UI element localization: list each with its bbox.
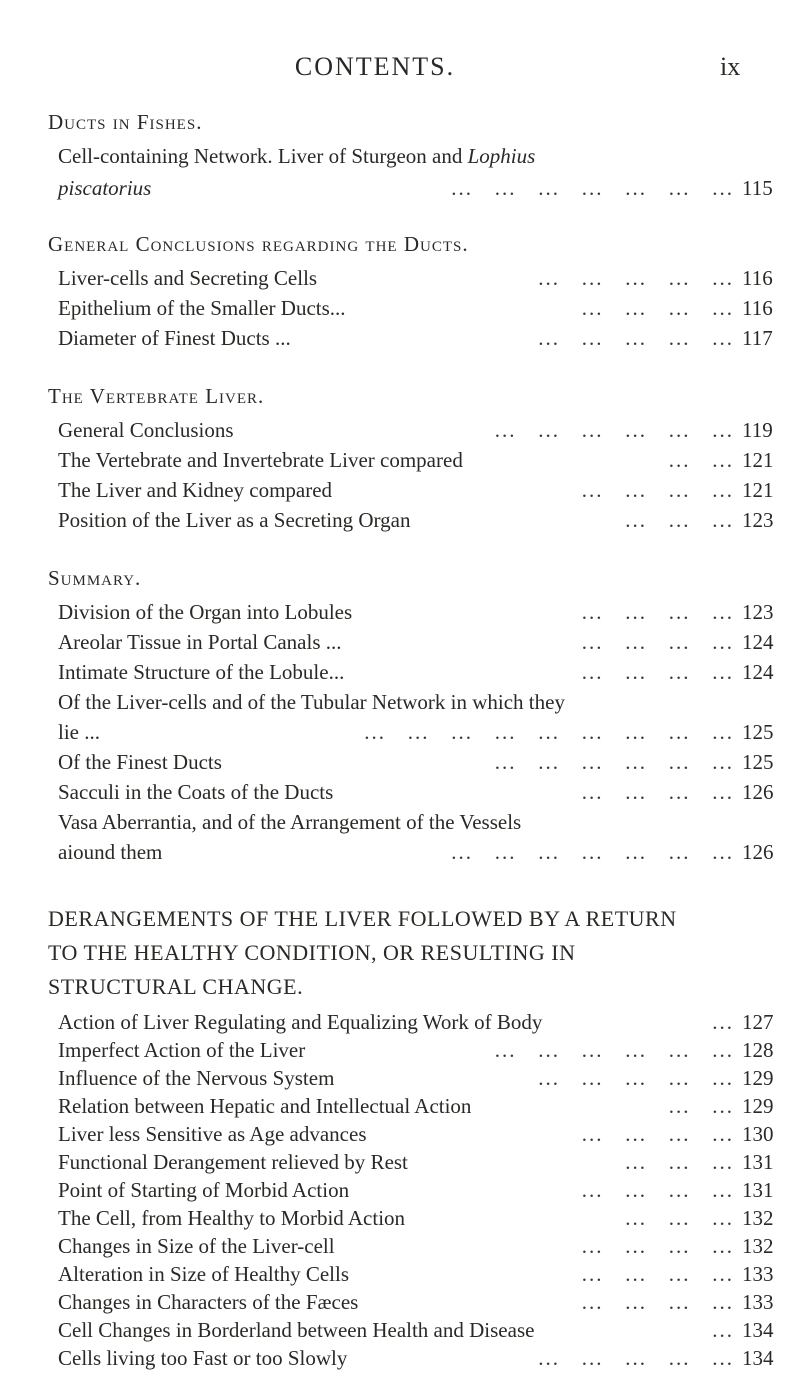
- entry-page: 131: [742, 1150, 774, 1174]
- entry-text: Vasa Aberrantia, and of the Arrangement of the Vessels: [58, 810, 522, 834]
- toc-entry: lie ... ... ... ... ... ... ... ... ... ... 125: [58, 720, 774, 744]
- section-heading: General Conclusions regarding the Ducts.: [48, 232, 469, 256]
- entry-text: lie ...: [58, 720, 100, 744]
- entry-text: Areolar Tissue in Portal Canals ...: [58, 630, 342, 654]
- toc-entry: The Cell, from Healthy to Morbid Action ... ... ... 132: [58, 1206, 774, 1230]
- entry-text: Imperfect Action of the Liver: [58, 1038, 306, 1062]
- section-heading: DERANGEMENTS OF THE LIVER FOLLOWED BY A RETURN TO THE HEALTHY CONDITION, OR RESULTING IN STRUCTURAL CHANGE.: [48, 906, 677, 999]
- entry-page: 132: [742, 1206, 774, 1230]
- toc-entry: Imperfect Action of the Liver ... ... ... ... ... ... 128: [58, 1038, 774, 1062]
- toc-entry: Functional Derangement relieved by Rest ... ... ... 131: [58, 1150, 774, 1174]
- entry-text-italic: Lophius: [467, 144, 536, 168]
- entry-text: Action of Liver Regulating and Equalizing Work of Body: [58, 1010, 543, 1034]
- entry-page: 123: [742, 508, 774, 532]
- toc-entry: Of the Finest Ducts ... ... ... ... ... ... 125: [58, 750, 774, 774]
- toc-entry: Liver less Sensitive as Age advances ... ... ... ... 130: [58, 1122, 774, 1146]
- section-heading: Ducts in Fishes.: [48, 110, 203, 134]
- entry-page: 134: [742, 1318, 774, 1342]
- running-head-title: CONTENTS.: [294, 52, 456, 81]
- page-number: ix: [720, 52, 741, 81]
- toc-entry: Influence of the Nervous System ... ... ... ... ... 129: [58, 1066, 774, 1090]
- running-head: [0, 52, 800, 92]
- toc-entry: Areolar Tissue in Portal Canals ... ... ... ... ... 124: [58, 630, 774, 654]
- toc-entry: The Vertebrate and Invertebrate Liver compared ... ... 121: [58, 448, 774, 472]
- entry-page: 126: [742, 840, 774, 864]
- entry-page: 129: [742, 1066, 774, 1090]
- entry-page: 133: [742, 1290, 774, 1314]
- toc-entry: Sacculi in the Coats of the Ducts ... ... ... ... 126: [58, 780, 774, 804]
- entry-page: 127: [742, 1010, 774, 1034]
- entry-text: Liver less Sensitive as Age advances: [58, 1122, 367, 1146]
- entry-text: Of the Liver-cells and of the Tubular Network in which they: [58, 690, 565, 714]
- entry-text: aiound them: [58, 840, 163, 864]
- toc-entry: Position of the Liver as a Secreting Organ ... ... ... 123: [58, 508, 774, 532]
- section-heading: The Vertebrate Liver.: [48, 384, 265, 408]
- entry-text: The Cell, from Healthy to Morbid Action: [58, 1206, 406, 1230]
- entry-text: Relation between Hepatic and Intellectual Action: [58, 1094, 472, 1118]
- entry-text: Point of Starting of Morbid Action: [58, 1178, 350, 1202]
- entry-text: Division of the Organ into Lobules: [58, 600, 353, 624]
- entry-text: Cell Changes in Borderland between Health and Disease: [58, 1318, 535, 1342]
- toc-entry: Intimate Structure of the Lobule... ... ... ... ... 124: [58, 660, 774, 684]
- toc-entry: Alteration in Size of Healthy Cells ... ... ... ... 133: [58, 1262, 774, 1286]
- entry-page: 116: [742, 266, 773, 290]
- entry-text: Sacculi in the Coats of the Ducts: [58, 780, 334, 804]
- entry-page: 124: [742, 630, 774, 654]
- entry-text: Of the Finest Ducts: [58, 750, 222, 774]
- toc-entry: General Conclusions ... ... ... ... ... ... 119: [58, 418, 773, 442]
- entry-text: The Liver and Kidney compared: [58, 478, 333, 502]
- entry-text: Cells living too Fast or too Slowly: [58, 1346, 348, 1370]
- entry-page: 119: [742, 418, 773, 442]
- entry-text: General Conclusions: [58, 418, 234, 442]
- entry-page: 124: [742, 660, 774, 684]
- entry-text: Cell-containing Network. Liver of Sturgeon and: [58, 144, 468, 168]
- entry-page: 121: [742, 448, 774, 472]
- entry-page: 129: [742, 1094, 774, 1118]
- entry-text: Position of the Liver as a Secreting Organ: [58, 508, 411, 532]
- toc-entry: Relation between Hepatic and Intellectual Action ... ... 129: [58, 1094, 774, 1118]
- entry-page: 130: [742, 1122, 774, 1146]
- entry-text-italic: piscatorius: [58, 176, 152, 200]
- toc-entry: The Liver and Kidney compared ... ... ... ... 121: [58, 478, 774, 502]
- entry-text: Functional Derangement relieved by Rest: [58, 1150, 408, 1174]
- entry-text: Changes in Characters of the Fæces: [58, 1290, 359, 1314]
- toc-entry: Diameter of Finest Ducts ... ... ... ... ... ... 117: [58, 326, 773, 350]
- toc-entry: Changes in Size of the Liver-cell ... ... ... ... 132: [58, 1234, 774, 1258]
- entry-page: 123: [742, 600, 774, 624]
- toc-entry: Cell Changes in Borderland between Health and Disease ... 134: [58, 1318, 774, 1342]
- toc-entry: piscatorius ... ... ... ... ... ... ... 115: [58, 176, 773, 200]
- entry-page: 125: [742, 720, 774, 744]
- entry-page: 133: [742, 1262, 774, 1286]
- entry-page: 115: [742, 176, 773, 200]
- toc-entry: Point of Starting of Morbid Action ... ... ... ... 131: [58, 1178, 774, 1202]
- entry-page: 128: [742, 1038, 774, 1062]
- entry-page: 117: [742, 326, 773, 350]
- entry-page: 132: [742, 1234, 774, 1258]
- toc-entry: Cells living too Fast or too Slowly ... ... ... ... ... 134: [58, 1346, 774, 1370]
- entry-text: Alteration in Size of Healthy Cells: [58, 1262, 350, 1286]
- entry-text: Diameter of Finest Ducts ...: [58, 326, 291, 350]
- entry-text: Changes in Size of the Liver-cell: [58, 1234, 335, 1258]
- toc-entry: Changes in Characters of the Fæces ... ... ... ... 133: [58, 1290, 774, 1314]
- entry-text: Epithelium of the Smaller Ducts...: [58, 296, 346, 320]
- entry-text: Liver-cells and Secreting Cells: [58, 266, 318, 290]
- toc-entry: Liver-cells and Secreting Cells ... ... ... ... ... 116: [58, 266, 773, 290]
- section-heading: Summary.: [48, 566, 142, 590]
- toc-entry-line: [58, 144, 535, 169]
- toc-entry: Action of Liver Regulating and Equalizing Work of Body ... 127: [58, 1010, 774, 1034]
- toc-entry: Epithelium of the Smaller Ducts... ... ... ... ... 116: [58, 296, 773, 320]
- entry-page: 121: [742, 478, 774, 502]
- entry-text: Intimate Structure of the Lobule...: [58, 660, 345, 684]
- entry-page: 134: [742, 1346, 774, 1370]
- entry-page: 125: [742, 750, 774, 774]
- toc-entry: aiound them ... ... ... ... ... ... ... 126: [58, 840, 774, 864]
- entry-page: 126: [742, 780, 774, 804]
- toc-entry: Division of the Organ into Lobules ... ... ... ... 123: [58, 600, 774, 624]
- entry-text: The Vertebrate and Invertebrate Liver compared: [58, 448, 463, 472]
- entry-text: Influence of the Nervous System: [58, 1066, 335, 1090]
- entry-page: 131: [742, 1178, 774, 1202]
- entry-page: 116: [742, 296, 773, 320]
